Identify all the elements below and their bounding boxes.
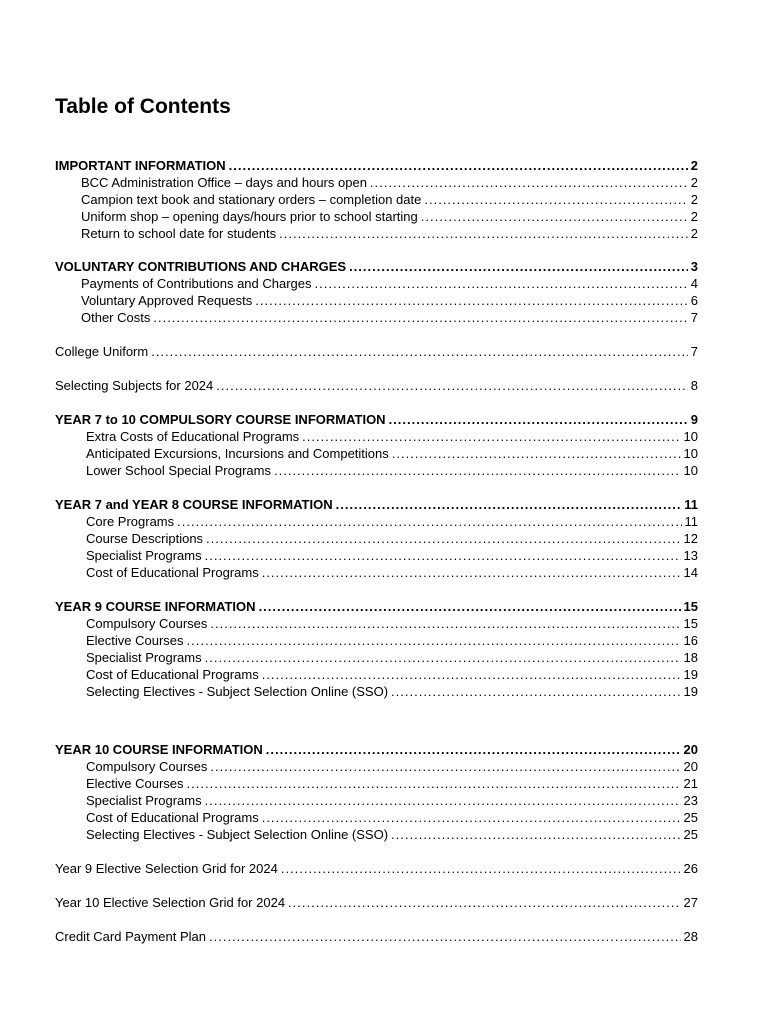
spacer xyxy=(55,479,698,496)
toc-section-year-10-grid xyxy=(55,894,698,911)
toc-entry-label: Cost of Educational Programs xyxy=(86,667,259,682)
dot-leader xyxy=(391,826,681,843)
toc-entry[interactable] xyxy=(55,792,698,809)
toc-entry[interactable] xyxy=(55,683,698,700)
spacer xyxy=(55,843,698,860)
spacer xyxy=(55,911,698,928)
toc-entry-label: Cost of Educational Programs xyxy=(86,565,259,580)
toc-heading-label: Year 9 Elective Selection Grid for 2024 xyxy=(55,861,278,876)
toc-heading-label: YEAR 9 COURSE INFORMATION xyxy=(55,599,256,614)
toc-section-year-7-and-8 xyxy=(55,496,698,581)
toc-page-number: 25 xyxy=(683,810,698,825)
toc-page-number: 7 xyxy=(690,344,698,359)
dot-leader xyxy=(424,191,687,208)
toc-entry[interactable] xyxy=(55,445,698,462)
toc-page-number: 10 xyxy=(683,429,698,444)
spacer xyxy=(55,700,698,725)
toc-heading[interactable] xyxy=(55,741,698,758)
dot-leader xyxy=(315,275,688,292)
dot-leader xyxy=(151,343,688,360)
dot-leader xyxy=(187,632,681,649)
toc-entry-label: Anticipated Excursions, Incursions and Competitions xyxy=(86,446,389,461)
toc-page-number: 2 xyxy=(690,192,698,207)
toc-entry-label: Selecting Electives - Subject Selection Online (SSO) xyxy=(86,684,389,699)
toc-entry[interactable] xyxy=(55,564,698,581)
toc-heading-label: Year 10 Elective Selection Grid for 2024 xyxy=(55,895,286,910)
dot-leader xyxy=(288,894,680,911)
toc-heading[interactable] xyxy=(55,928,698,945)
spacer xyxy=(55,394,698,411)
toc-entry[interactable] xyxy=(55,809,698,826)
toc-page-number: 19 xyxy=(683,667,698,682)
dot-leader xyxy=(262,809,681,826)
toc-page-number: 3 xyxy=(690,259,698,274)
toc-page-number: 11 xyxy=(684,514,698,529)
toc-entry[interactable] xyxy=(55,649,698,666)
page-title: Table of Contents xyxy=(55,95,231,118)
dot-leader xyxy=(302,428,680,445)
toc-entry-label: Compulsory Courses xyxy=(86,616,208,631)
toc-heading[interactable] xyxy=(55,894,698,911)
toc-entry-label: Campion text book and stationary orders – completion date xyxy=(81,192,422,207)
dot-leader xyxy=(262,666,681,683)
toc-heading[interactable] xyxy=(55,157,698,174)
dot-leader xyxy=(262,564,681,581)
toc-entry[interactable] xyxy=(55,428,698,445)
toc-page-number: 28 xyxy=(683,929,698,944)
toc-entry[interactable] xyxy=(55,292,698,309)
toc-section-year-9-grid xyxy=(55,860,698,877)
toc-page-number: 20 xyxy=(683,742,698,757)
dot-leader xyxy=(205,649,681,666)
toc-entry-label: Other Costs xyxy=(81,310,151,325)
dot-leader xyxy=(389,411,688,428)
toc-page-number: 2 xyxy=(690,209,698,224)
toc-entry[interactable] xyxy=(55,530,698,547)
toc-page-number: 4 xyxy=(690,276,698,291)
toc-section-important-information xyxy=(55,157,698,242)
toc-entry-label: Selecting Electives - Subject Selection Online (SSO) xyxy=(86,827,389,842)
spacer xyxy=(55,242,698,258)
toc-entry-label: Voluntary Approved Requests xyxy=(81,293,253,308)
toc-page-number: 10 xyxy=(683,446,698,461)
toc-entry-label: Compulsory Courses xyxy=(86,759,208,774)
spacer xyxy=(55,725,698,741)
toc-page-number: 21 xyxy=(683,776,698,791)
dot-leader xyxy=(216,377,687,394)
toc-entry-label: Lower School Special Programs xyxy=(86,463,271,478)
toc-page-number: 11 xyxy=(684,497,698,512)
toc-page-number: 6 xyxy=(690,293,698,308)
toc-entry-label: Extra Costs of Educational Programs xyxy=(86,429,300,444)
toc-entry[interactable] xyxy=(55,275,698,292)
dot-leader xyxy=(209,928,681,945)
toc-entry[interactable] xyxy=(55,462,698,479)
toc-entry[interactable] xyxy=(55,191,698,208)
toc-entry-label: Core Programs xyxy=(86,514,175,529)
toc-page-number: 2 xyxy=(690,226,698,241)
toc-entry-label: Specialist Programs xyxy=(86,650,202,665)
toc-page-number: 16 xyxy=(683,633,698,648)
toc-entry[interactable] xyxy=(55,208,698,225)
toc-heading-label: YEAR 7 and YEAR 8 COURSE INFORMATION xyxy=(55,497,333,512)
toc-section-year-7-to-10 xyxy=(55,411,698,479)
spacer xyxy=(55,326,698,343)
dot-leader xyxy=(206,530,680,547)
toc-entry-label: Specialist Programs xyxy=(86,793,202,808)
toc-entry-label: Payments of Contributions and Charges xyxy=(81,276,312,291)
dot-leader xyxy=(205,792,681,809)
toc-heading-label: VOLUNTARY CONTRIBUTIONS AND CHARGES xyxy=(55,259,347,274)
toc-entry[interactable] xyxy=(55,513,698,530)
dot-leader xyxy=(370,174,688,191)
toc-entry-label: BCC Administration Office – days and hours open xyxy=(81,175,367,190)
toc-page-number: 8 xyxy=(690,378,698,393)
spacer xyxy=(55,360,698,377)
toc-heading-label: IMPORTANT INFORMATION xyxy=(55,158,226,173)
toc-section-credit-card-plan xyxy=(55,928,698,945)
toc-entry[interactable] xyxy=(55,309,698,326)
toc-entry[interactable] xyxy=(55,758,698,775)
toc-entry[interactable] xyxy=(55,615,698,632)
toc-heading[interactable] xyxy=(55,343,698,360)
toc-heading[interactable] xyxy=(55,598,698,615)
toc-page-number: 25 xyxy=(683,827,698,842)
toc-page-number: 9 xyxy=(690,412,698,427)
toc-heading-label: YEAR 10 COURSE INFORMATION xyxy=(55,742,263,757)
toc-entry-label: Cost of Educational Programs xyxy=(86,810,259,825)
toc-entry[interactable] xyxy=(55,826,698,843)
toc-page-number: 14 xyxy=(683,565,698,580)
toc-entry-label: Elective Courses xyxy=(86,633,184,648)
dot-leader xyxy=(210,615,680,632)
toc-section-year-10 xyxy=(55,741,698,843)
toc-heading[interactable] xyxy=(55,377,698,394)
dot-leader xyxy=(281,860,681,877)
toc-page-number: 15 xyxy=(683,599,698,614)
toc-entry[interactable] xyxy=(55,547,698,564)
dot-leader xyxy=(279,225,688,242)
toc-page-number: 20 xyxy=(683,759,698,774)
toc-entry-label: Return to school date for students xyxy=(81,226,277,241)
spacer xyxy=(55,877,698,894)
spacer xyxy=(55,581,698,598)
toc-entry-label: Specialist Programs xyxy=(86,548,202,563)
dot-leader xyxy=(259,598,681,615)
dot-leader xyxy=(421,208,688,225)
dot-leader xyxy=(210,758,680,775)
toc-section-year-9 xyxy=(55,598,698,700)
toc-page-number: 13 xyxy=(683,548,698,563)
toc-entry[interactable] xyxy=(55,174,698,191)
dot-leader xyxy=(349,258,688,275)
toc-heading[interactable] xyxy=(55,411,698,428)
toc-page-number: 26 xyxy=(683,861,698,876)
dot-leader xyxy=(336,496,682,513)
toc-entry[interactable] xyxy=(55,632,698,649)
toc-heading-label: Selecting Subjects for 2024 xyxy=(55,378,214,393)
toc-page-number: 2 xyxy=(690,158,698,173)
toc-page-number: 7 xyxy=(690,310,698,325)
dot-leader xyxy=(187,775,681,792)
toc-entry[interactable] xyxy=(55,775,698,792)
toc-page-number: 2 xyxy=(690,175,698,190)
toc-page-number: 18 xyxy=(683,650,698,665)
toc-page-number: 27 xyxy=(683,895,698,910)
toc-entry[interactable] xyxy=(55,225,698,242)
toc-heading[interactable] xyxy=(55,258,698,275)
toc-entry[interactable] xyxy=(55,666,698,683)
toc-page-number: 19 xyxy=(683,684,698,699)
toc-heading-label: YEAR 7 to 10 COMPULSORY COURSE INFORMATION xyxy=(55,412,386,427)
dot-leader xyxy=(205,547,681,564)
toc-heading[interactable] xyxy=(55,860,698,877)
toc-page-number: 15 xyxy=(683,616,698,631)
toc-heading-label: College Uniform xyxy=(55,344,149,359)
dot-leader xyxy=(255,292,687,309)
toc-section-voluntary-contributions xyxy=(55,258,698,326)
dot-leader xyxy=(229,157,688,174)
dot-leader xyxy=(177,513,681,530)
dot-leader xyxy=(274,462,681,479)
toc-entry-label: Uniform shop – opening days/hours prior to school starting xyxy=(81,209,418,224)
dot-leader xyxy=(392,445,681,462)
toc-heading-label: Credit Card Payment Plan xyxy=(55,929,207,944)
toc-entry-label: Course Descriptions xyxy=(86,531,204,546)
toc-heading[interactable] xyxy=(55,496,698,513)
dot-leader xyxy=(391,683,681,700)
toc-section-selecting-subjects xyxy=(55,377,698,394)
dot-leader xyxy=(266,741,681,758)
toc-page-number: 10 xyxy=(683,463,698,478)
toc-page-number: 12 xyxy=(683,531,698,546)
dot-leader xyxy=(153,309,687,326)
toc-section-college-uniform xyxy=(55,343,698,360)
toc-page-number: 23 xyxy=(683,793,698,808)
toc-entry-label: Elective Courses xyxy=(86,776,184,791)
